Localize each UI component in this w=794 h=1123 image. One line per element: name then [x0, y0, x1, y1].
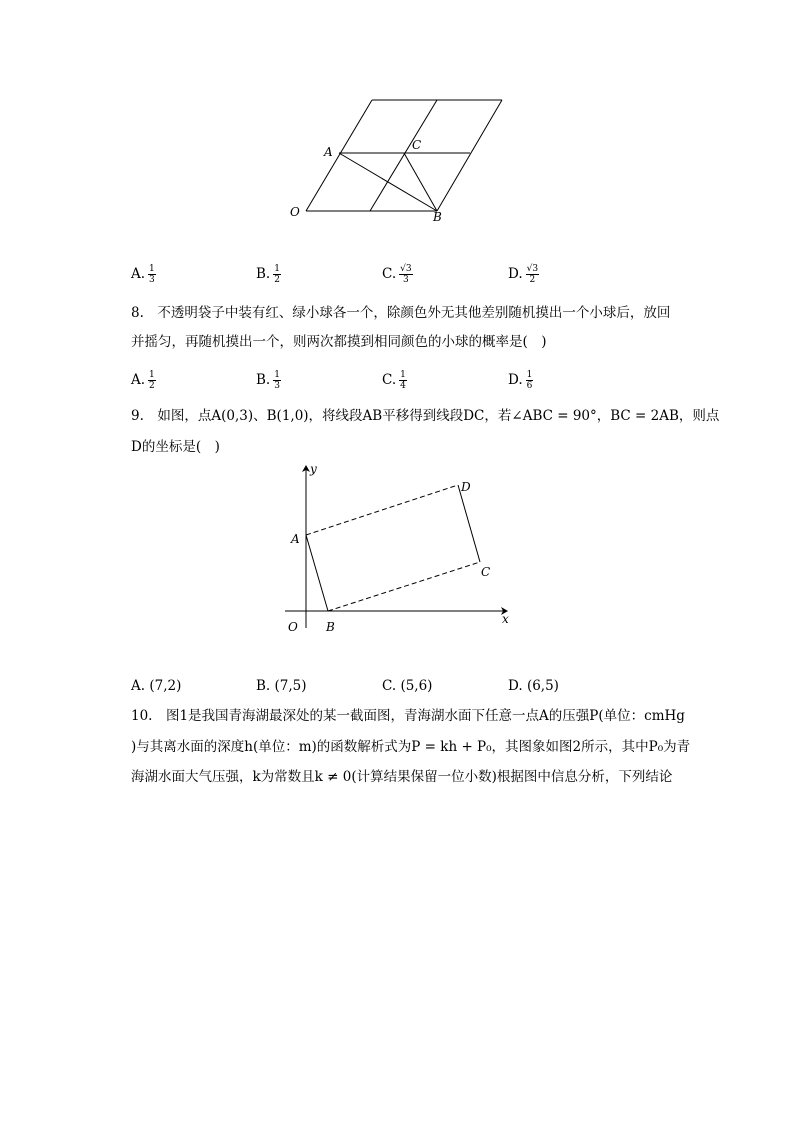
option-letter: B.	[256, 372, 271, 388]
option-letter: C.	[382, 266, 397, 282]
q8-line-2: 并摇匀，再随机摸出一个，则两次都摸到相同颜色的小球的概率是( )	[131, 334, 547, 350]
q9-option-a	[131, 676, 181, 696]
q10-line-1: 10. 图1是我国青海湖最深处的某一截面图，青海湖水面下任意一点A的压强P(单位：cmHg	[131, 708, 685, 724]
label-d: D	[461, 480, 471, 494]
label-y: y	[310, 462, 317, 476]
label-o: O	[290, 205, 300, 219]
q9-option-c	[382, 676, 432, 696]
fraction-denominator: 4	[400, 381, 406, 391]
fraction-numerator: 1	[149, 264, 155, 274]
option-letter: A.	[131, 372, 146, 388]
fraction-denominator: 3	[274, 381, 280, 391]
label-c: C	[412, 138, 422, 152]
option-letter: C.	[382, 678, 397, 694]
coordinate-figure	[280, 460, 520, 640]
q10-line-2: )与其离水面的深度h(单位：m)的函数解析式为P = kh + P₀，其图象如图2所示，其中P₀为青	[131, 739, 691, 755]
fraction-numerator: √3	[400, 264, 412, 274]
fraction-denominator: 3	[149, 275, 155, 285]
label-o: O	[288, 620, 298, 634]
fraction-denominator: 2	[149, 381, 155, 391]
q7-option-d	[508, 264, 539, 285]
label-b: B	[433, 210, 442, 224]
q10-line-3: 海湖水面大气压强，k为常数且k ≠ 0(计算结果保留一位小数)根据图中信息分析，下列结论	[131, 769, 673, 785]
fraction-numerator: 1	[274, 370, 280, 380]
option-letter: A.	[131, 266, 146, 282]
option-letter: D.	[508, 372, 523, 388]
label-a: A	[324, 145, 333, 159]
fraction-numerator: 1	[526, 370, 533, 380]
label-x: x	[502, 612, 509, 626]
option-letter: B.	[256, 266, 271, 282]
fraction-numerator: √3	[526, 264, 539, 274]
option-value: (6,5)	[526, 678, 559, 694]
option-letter: C.	[382, 372, 397, 388]
q9-option-b	[256, 676, 307, 696]
label-a: A	[291, 532, 300, 546]
parallelogram-figure	[280, 90, 520, 230]
fraction-numerator: 1	[149, 370, 155, 380]
q7-option-c	[382, 264, 413, 285]
q7-option-b	[256, 264, 281, 285]
label-c: C	[481, 565, 491, 579]
fraction-denominator: 2	[274, 275, 280, 285]
fraction-denominator: 2	[529, 275, 536, 285]
fraction-denominator: 3	[403, 275, 409, 285]
option-letter: B.	[256, 678, 271, 694]
q8-option-d	[508, 370, 533, 391]
fraction-denominator: 6	[526, 381, 533, 391]
option-value: (7,2)	[149, 678, 182, 694]
option-letter: D.	[508, 678, 523, 694]
q8-option-a	[131, 370, 156, 391]
q8-option-c	[382, 370, 407, 391]
option-letter: A.	[131, 678, 146, 694]
fraction-numerator: 1	[400, 370, 406, 380]
option-value: (5,6)	[400, 678, 433, 694]
q9-option-d	[508, 676, 559, 696]
q9-line-2: D的坐标是( )	[131, 439, 220, 455]
q9-line-1: 9. 如图，点A(0,3)、B(1,0)，将线段AB平移得到线段DC，若∠ABC = 90°，BC = 2AB，则点	[131, 408, 720, 424]
q7-option-a	[131, 264, 156, 285]
fraction-numerator: 1	[274, 264, 280, 274]
q8-option-b	[256, 370, 281, 391]
label-b: B	[326, 620, 335, 634]
q8-line-1: 8. 不透明袋子中装有红、绿小球各一个，除颜色外无其他差别随机摸出一个小球后，放回	[131, 305, 671, 321]
option-value: (7,5)	[274, 678, 307, 694]
option-letter: D.	[508, 266, 523, 282]
